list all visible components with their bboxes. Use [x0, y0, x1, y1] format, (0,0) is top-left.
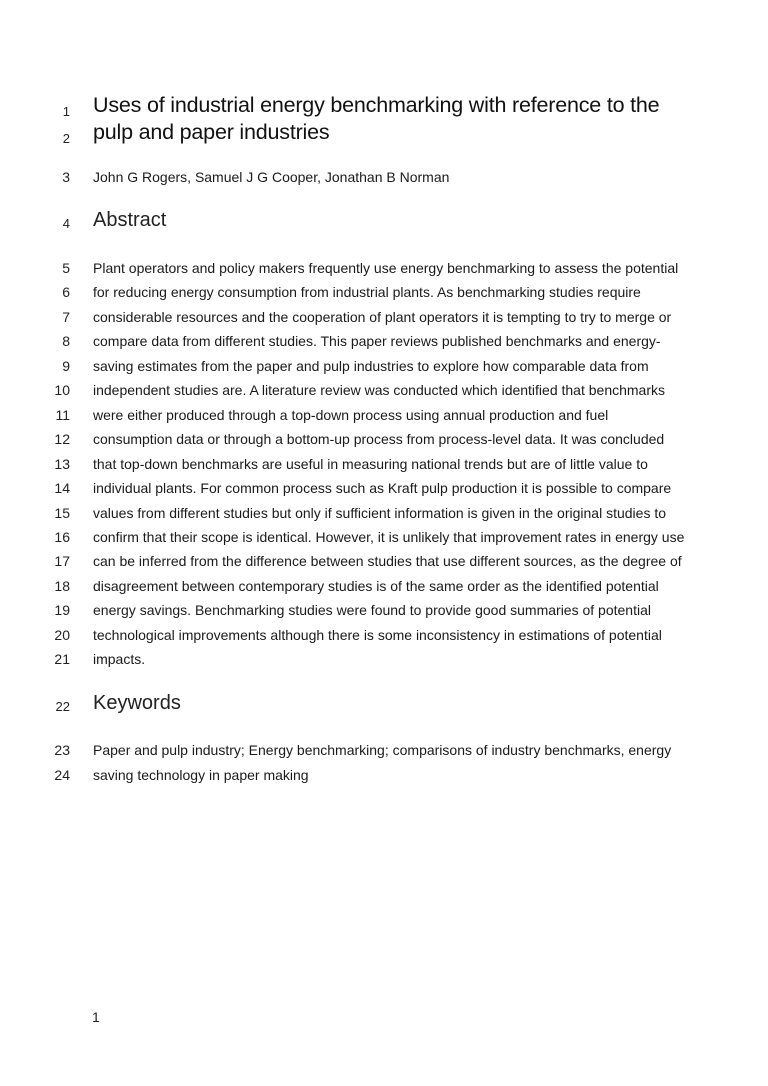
abstract-text: independent studies are. A literature review was conducted which identified that benchmarks — [93, 382, 666, 399]
page-number: 1 — [92, 1009, 100, 1025]
abstract-text: consumption data or through a bottom-up process from process-level data. It was concluded — [93, 431, 665, 448]
line-number: 5 — [62, 260, 70, 276]
abstract-line — [0, 284, 768, 308]
line-number: 22 — [55, 699, 70, 714]
line-number: 16 — [54, 528, 70, 545]
line-number: 17 — [54, 553, 70, 570]
abstract-line — [0, 456, 768, 480]
line-number: 21 — [54, 651, 70, 668]
abstract-line — [0, 431, 768, 455]
line-number: 24 — [54, 767, 70, 783]
line-number: 18 — [54, 577, 70, 594]
keywords-text: saving technology in paper making — [93, 767, 309, 783]
abstract-line — [0, 407, 768, 431]
abstract-line — [0, 627, 768, 651]
line-number: 3 — [62, 169, 70, 185]
abstract-line — [0, 260, 768, 284]
abstract-text: compare data from different studies. This paper reviews published benchmarks and energy- — [93, 333, 661, 350]
abstract-text: Plant operators and policy makers frequently use energy benchmarking to assess the potential — [93, 260, 679, 276]
line-number: 7 — [62, 308, 70, 325]
line-number: 13 — [54, 455, 70, 472]
abstract-line — [0, 333, 768, 357]
abstract-text: technological improvements although there is some inconsistency in estimations of potential — [93, 626, 662, 643]
abstract-line — [0, 602, 768, 626]
line-number: 2 — [62, 131, 70, 146]
line-number: 14 — [54, 480, 70, 497]
keywords-line — [0, 742, 768, 766]
abstract-text: individual plants. For common process such as Kraft pulp production it is possible to compare — [93, 480, 672, 497]
abstract-text: energy savings. Benchmarking studies were found to provide good summaries of potential — [93, 602, 651, 619]
paper-title: pulp and paper industries — [93, 120, 330, 144]
abstract-text: saving estimates from the paper and pulp industries to explore how comparable data from — [93, 357, 649, 374]
abstract-line — [0, 529, 768, 553]
abstract-text: considerable resources and the cooperation of plant operators it is tempting to try to merge or — [93, 308, 672, 325]
title-line — [0, 120, 768, 144]
line-number: 9 — [62, 357, 70, 374]
abstract-text: for reducing energy consumption from industrial plants. As benchmarking studies require — [93, 284, 641, 301]
line-number: 23 — [54, 742, 70, 758]
keywords-text: Paper and pulp industry; Energy benchmarking; comparisons of industry benchmarks, energy — [93, 742, 672, 758]
abstract-text: were either produced through a top-down process using annual production and fuel — [93, 406, 609, 423]
line-number: 10 — [54, 382, 70, 399]
keywords-heading: Keywords — [93, 692, 181, 714]
keywords-line — [0, 767, 768, 791]
abstract-text: impacts. — [93, 651, 146, 668]
line-number: 11 — [55, 406, 70, 423]
line-number: 12 — [54, 431, 70, 448]
abstract-line — [0, 505, 768, 529]
authors-line — [0, 169, 768, 193]
title-line — [0, 93, 768, 117]
line-number: 8 — [62, 333, 70, 350]
line-number: 4 — [62, 216, 70, 231]
abstract-heading: Abstract — [93, 209, 167, 231]
line-number: 19 — [54, 602, 70, 619]
abstract-line — [0, 553, 768, 577]
abstract-text: values from different studies but only if sufficient information is given in the original studies to — [93, 504, 667, 521]
line-number: 6 — [62, 284, 70, 301]
abstract-line — [0, 309, 768, 333]
abstract-line — [0, 480, 768, 504]
abstract-line — [0, 578, 768, 602]
abstract-text: can be inferred from the difference between studies that use different sources, as the degree of — [93, 553, 682, 570]
abstract-line — [0, 358, 768, 382]
line-number: 1 — [62, 104, 70, 119]
keywords-heading-line — [0, 692, 768, 716]
line-number: 20 — [54, 626, 70, 643]
authors: John G Rogers, Samuel J G Cooper, Jonathan B Norman — [93, 169, 450, 185]
paper-title: Uses of industrial energy benchmarking with reference to the — [93, 93, 660, 117]
abstract-line — [0, 651, 768, 675]
abstract-text: confirm that their scope is identical. However, it is unlikely that improvement rates in energy use — [93, 528, 685, 545]
abstract-heading-line — [0, 209, 768, 233]
abstract-text: that top-down benchmarks are useful in measuring national trends but are of little value to — [93, 455, 648, 472]
abstract-line — [0, 382, 768, 406]
abstract-text: disagreement between contemporary studies is of the same order as the identified potential — [93, 577, 659, 594]
line-number: 15 — [54, 504, 70, 521]
